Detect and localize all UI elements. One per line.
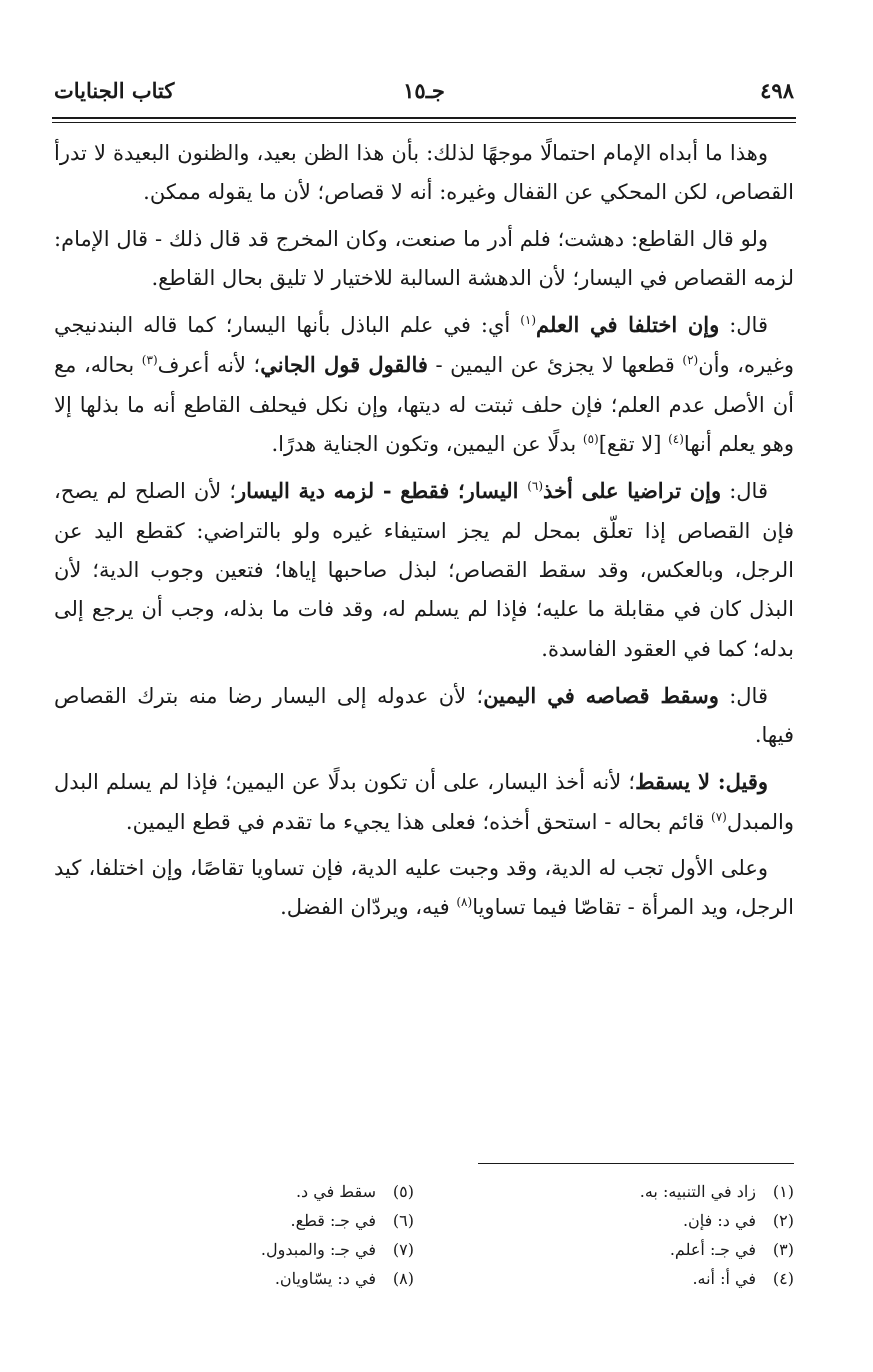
footnote-number: (١) [772,1182,794,1201]
footnote-ref: (٥) [582,432,599,447]
text-segment: ولو قال القاطع: دهشت؛ فلم أدر ما صنعت، وكان المخرج قد قال ذلك - قال الإمام: لزمه القصاص في اليسار؛ لأن الدهشة السالبة للاختيار لا تليق بحال القاطع. [54,226,794,290]
footnote-number: (٢) [772,1211,794,1230]
footnote [84,1206,414,1235]
header-rule-thick [52,117,796,119]
footnote-text: في د: يسّاويان. [274,1269,376,1288]
bold-text: فالقول قول الجاني [260,352,428,378]
footnote-text: زاد في التنبيه: به. [639,1182,756,1201]
footnotes-right-column [464,1177,794,1293]
text-segment: ؛ لأن الصلح لم يصح، فإن القصاص إذا تعلّق بمحل لم يجز استيفاء غيره ولو بالتراضي: كقطع اليد عن الرجل، وبالعكس، وقد سقط القصاص؛ لبذل صاحبها إياها؛ فتعين وجوب الدية؛ لأن البذل كان في مقابلة ما عليه؛ فإذا لم يسلم له، وقد فات ما بذله، وجب أن يرجع إلى بدله؛ كما في العقود الفاسدة. [54,479,794,661]
footnotes-left-column [84,1177,414,1293]
bold-text: وسقط قصاصه في اليمين [483,682,719,708]
bold-text: اليسار؛ فقطع - لزمه دية اليسار [236,478,528,504]
book-title: كتاب الجنايات [54,78,175,103]
footnote-text: في جـ: أعلم. [669,1240,756,1259]
footnote-ref: (٧) [711,809,727,824]
footnote-text: في جـ: والمبدول. [260,1240,376,1259]
text-segment: قائم بحاله - استحق أخذه؛ فعلى هذا يجيء ما تقدم في قطع اليمين. [125,809,712,834]
text-segment: [لا تقع] [598,432,669,457]
text-segment: بحاله، مع أن الأصل عدم العلم؛ فإن حلف ثبتت له ديتها، وإن نكل فيحلف القاطع أنه ما بذلها إلا وهو يعلم أنها [54,353,794,457]
bold-text: وقيل: لا يسقط [635,769,768,795]
volume-label: جـ١٥ [403,78,445,103]
footnotes [60,1177,794,1317]
paragraph [54,849,794,928]
footnote-text: سقط في د. [295,1182,376,1201]
footnote-ref: (٤) [668,432,684,447]
footnote-text: في جـ: قطع. [290,1211,376,1230]
footnote [464,1177,794,1206]
text-segment: قال: [721,479,768,504]
footnote [84,1177,414,1206]
header-rule-thin [52,122,796,123]
footnote-separator [478,1163,794,1164]
text-segment: ؛ لأن عدوله إلى اليسار رضا منه بترك القصاص فيها. [54,683,794,748]
page-header [54,78,794,112]
footnote [464,1206,794,1235]
paragraph [54,134,794,213]
text-segment: ؛ لأنه أخذ اليسار، على أن تكون بدلًا عن اليمين؛ فإذا لم يسلم البدل والمبدل [54,770,794,834]
paragraph [54,471,794,668]
footnote-number: (٥) [392,1182,414,1201]
footnote-ref: (١) [520,313,537,328]
footnote-ref: (٣) [141,353,158,368]
main-text [54,134,794,935]
text-segment: وعلى الأول تجب له الدية، وقد وجبت عليه الدية، فإن تساويا تقاصًا، وإن اختلفا، كيد الرجل، ويد المرأة - تقاصّا فيما تساويا [54,856,794,920]
footnote-number: (٤) [772,1269,794,1288]
footnote-number: (٨) [392,1269,414,1288]
footnote [464,1235,794,1264]
footnote-number: (٦) [392,1211,414,1230]
footnote-number: (٣) [772,1240,794,1259]
text-segment: أي: في علم الباذل بأنها اليسار؛ كما قاله البندنيجي وغيره، وأن [54,313,794,378]
footnote-text: في د: فإن. [682,1211,756,1230]
text-segment: ؛ لأنه أعرف [157,353,261,378]
text-segment: وهذا ما أبداه الإمام احتمالًا موجهًا لذلك: بأن هذا الظن بعيد، والظنون البعيدة لا تدرأ القصاص، لكن المحكي عن القفال وغيره: أنه لا قصاص؛ لأن ما يقوله ممكن. [54,141,794,205]
footnote-number: (٧) [392,1240,414,1259]
text-segment: قال: [719,313,768,338]
text-segment: قطعها لا يجزئ عن اليمين - [427,353,683,378]
footnote-ref: (٦) [527,479,544,494]
footnote-text: في أ: أنه. [692,1269,756,1288]
bold-text: وإن اختلفا في العلم [536,312,720,338]
page-number: ٤٩٨ [760,78,794,103]
text-segment: فيه، ويردّان الفضل. [280,895,457,920]
footnote [464,1264,794,1293]
paragraph [54,220,794,299]
footnote [84,1264,414,1293]
bold-text: وإن تراضيا على أخذ [543,478,722,504]
text-segment: قال: [718,683,768,708]
footnote-ref: (٨) [456,895,473,910]
paragraph [54,676,794,756]
footnote [84,1235,414,1264]
footnote-ref: (٢) [682,353,699,368]
paragraph [54,305,794,464]
text-segment: بدلًا عن اليمين، وتكون الجناية هدرًا. [271,432,583,457]
paragraph [54,762,794,842]
